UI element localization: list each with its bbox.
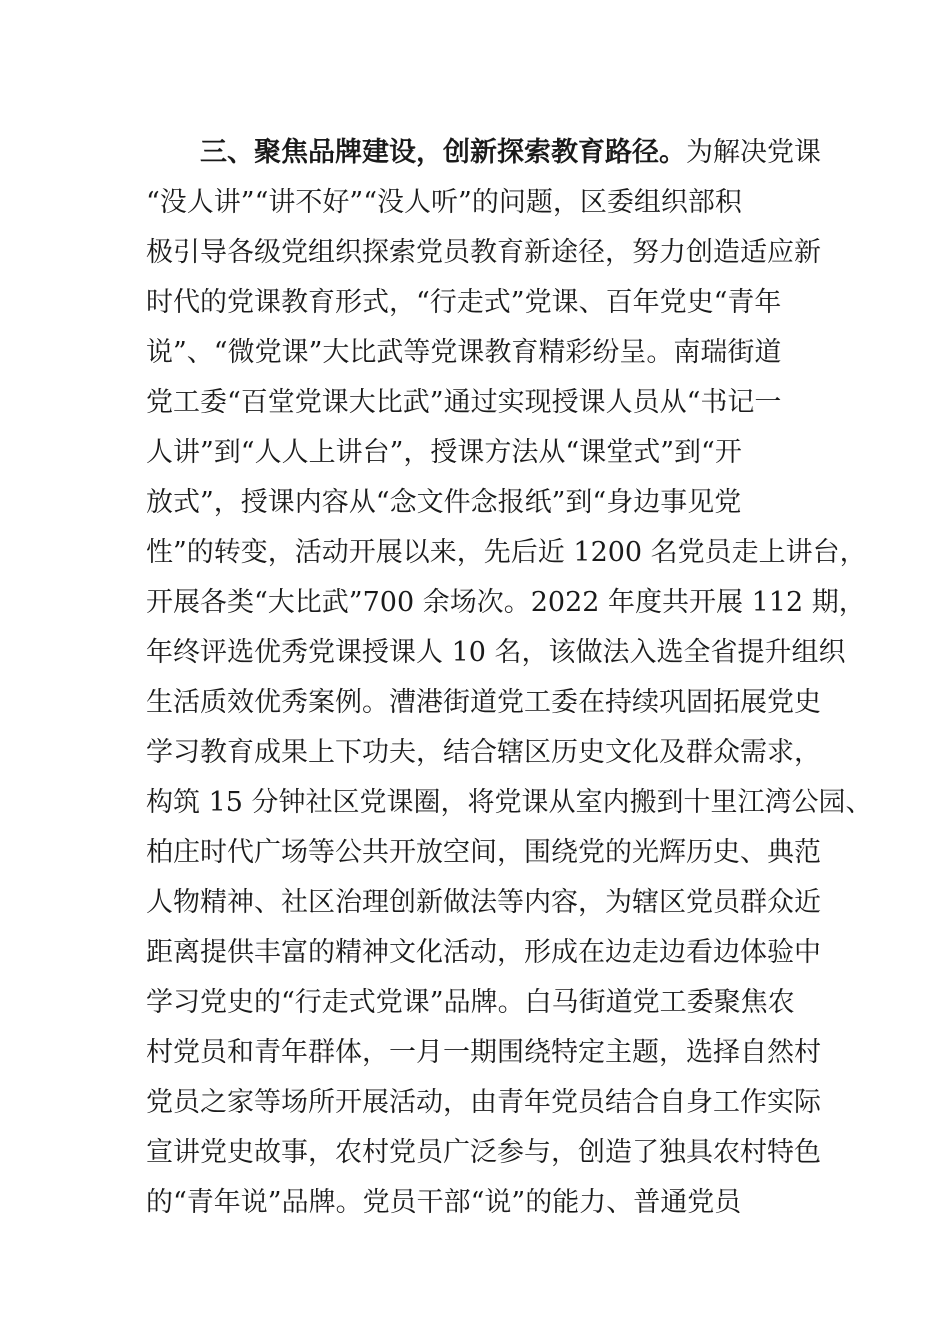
text-line: 学习教育成果上下功夫，结合辖区历史文化及群众需求， — [146, 737, 821, 768]
text-line: 党工委“百堂党课大比武”通过实现授课人员从“书记一 — [146, 387, 782, 418]
text-line: 距离提供丰富的精神文化活动，形成在边走边看边体验中 — [146, 937, 821, 968]
text-line: 学习党史的“行走式党课”品牌。白马街道党工委聚焦农 — [146, 987, 795, 1018]
text-line: 年终评选优秀党课授课人 10 名，该做法入选全省提升组织 — [146, 637, 846, 668]
text-line: 宣讲党史故事，农村党员广泛参与，创造了独具农村特色 — [146, 1137, 821, 1168]
text-line: 柏庄时代广场等公共开放空间，围绕党的光辉历史、典范 — [146, 837, 821, 868]
text-line: 时代的党课教育形式，“行走式”党课、百年党史“青年 — [146, 287, 782, 318]
text-line: 人物精神、社区治理创新做法等内容，为辖区党员群众近 — [146, 887, 821, 918]
text-line: 生活质效优秀案例。漕港街道党工委在持续巩固拓展党史 — [146, 687, 821, 718]
text-line: 构筑 15 分钟社区党课圈，将党课从室内搬到十里江湾公园、 — [146, 787, 873, 818]
section-heading: 三、聚焦品牌建设，创新探索教育路径。 — [200, 137, 686, 168]
text-line: 党员之家等场所开展活动，由青年党员结合自身工作实际 — [146, 1087, 821, 1118]
text-line: “没人讲”“讲不好”“没人听”的问题，区委组织部积 — [146, 187, 742, 218]
text-line: 放式”，授课内容从“念文件念报纸”到“身边事见党 — [146, 487, 742, 518]
text-line: 开展各类“大比武”700 余场次。2022 年度共开展 112 期， — [146, 587, 866, 618]
text-line: 的“青年说”品牌。党员干部“说”的能力、普通党员 — [146, 1187, 742, 1218]
text-line: 极引导各级党组织探索党员教育新途径，努力创造适应新 — [146, 237, 821, 268]
paragraph-first-line — [146, 128, 826, 178]
text-line: 说”、“微党课”大比武等党课教育精彩纷呈。南瑞街道 — [146, 337, 782, 368]
paragraph — [146, 128, 873, 1228]
text-line: 村党员和青年群体，一月一期围绕特定主题，选择自然村 — [146, 1037, 821, 1068]
text-line: 性”的转变，活动开展以来，先后近 1200 名党员走上讲台， — [146, 537, 867, 568]
heading-line-text: 为解决党课 — [686, 137, 821, 168]
text-line: 人讲”到“人人上讲台”，授课方法从“课堂式”到“开 — [146, 437, 742, 468]
